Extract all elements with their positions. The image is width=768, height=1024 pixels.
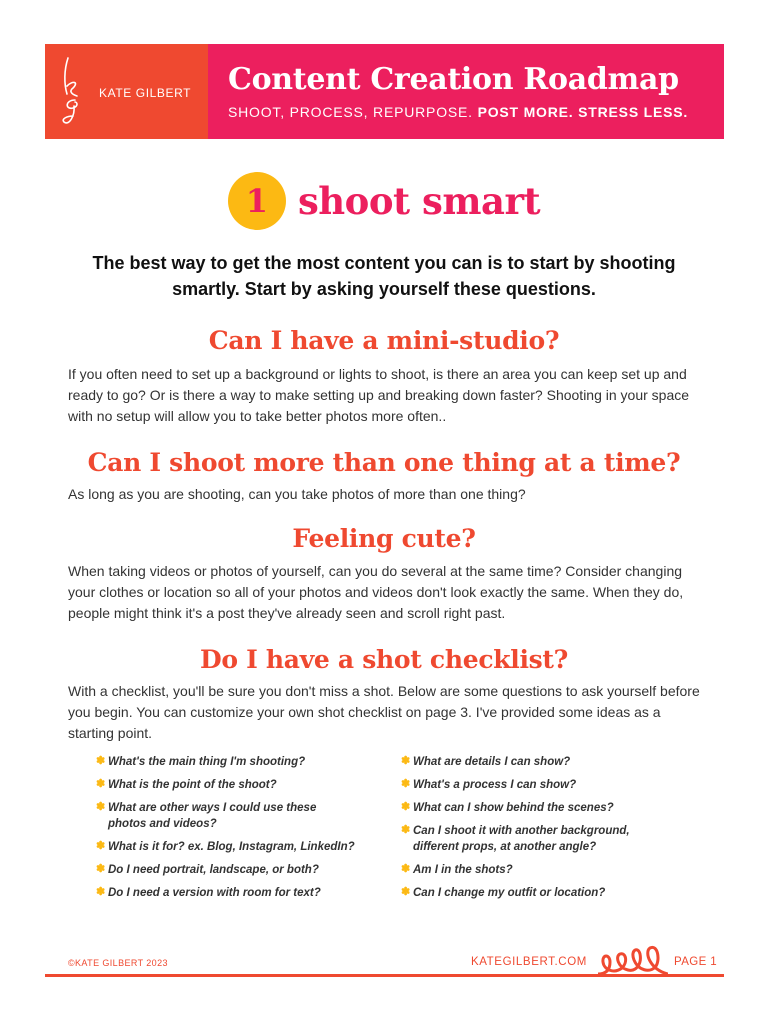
list-item: ✽ What are details I can show? [401, 755, 571, 768]
star-bullet-icon: ✽ [96, 840, 106, 852]
website-link[interactable]: KATEGILBERT.COM [471, 956, 587, 968]
step-heading [0, 172, 768, 230]
title-block [208, 44, 724, 139]
tagline [228, 104, 688, 120]
checklist-left [96, 754, 366, 908]
copyright: ©KATE GILBERT 2023 [68, 958, 168, 968]
footer-divider [45, 974, 724, 977]
star-bullet-icon: ✽ [96, 778, 106, 790]
star-bullet-icon: ✽ [96, 863, 106, 875]
kg-monogram-icon [59, 56, 85, 128]
page-title: Content Creation Roadmap [228, 62, 679, 97]
star-bullet-icon: ✽ [401, 755, 411, 767]
list-item: ✽ What's the main thing I'm shooting? [96, 755, 306, 768]
checklist-right [401, 754, 671, 908]
list-item: ✽ Can I change my outfit or location? [401, 886, 606, 899]
page-number: PAGE 1 [674, 956, 718, 968]
list-item: ✽ What's a process I can show? [401, 778, 577, 791]
list-item: ✽ Can I shoot it with another background, different props, at another angle? [401, 824, 630, 853]
section-body-multiple-things: As long as you are shooting, can you take photos of more than one thing? [68, 486, 526, 502]
intro-text: The best way to get the most content you can is to start by shooting smartly. Start by asking yourself these questions. [92, 253, 676, 299]
logo-block [45, 44, 208, 139]
header-banner [45, 44, 724, 139]
section-body-shot-checklist: With a checklist, you'll be sure you don't miss a shot. Below are some questions to ask yourself before you begin. You can customize your own shot checklist on page 3. I've provided some ideas as a starting point. [68, 683, 700, 741]
star-bullet-icon: ✽ [96, 886, 106, 898]
section-heading-feeling-cute: Feeling cute? [292, 524, 476, 553]
tagline-bold: POST MORE. STRESS LESS. [477, 104, 689, 120]
star-bullet-icon: ✽ [401, 824, 411, 836]
list-item: ✽ Am I in the shots? [401, 863, 513, 876]
star-bullet-icon: ✽ [96, 755, 106, 767]
list-item: ✽ Do I need a version with room for text? [96, 886, 321, 899]
section-body-mini-studio: If you often need to set up a background or lights to shoot, is there an area you can keep set up and ready to go? Or is there a way to make setting up and breaking down faster? Shooting in your space with no setup will allow you to take better photos more often.. [68, 366, 690, 424]
list-item: ✽ What can I show behind the scenes? [401, 801, 614, 814]
list-item: ✽ Do I need portrait, landscape, or both? [96, 863, 319, 876]
section-body-feeling-cute: When taking videos or photos of yourself, can you do several at the same time? Consider changing your clothes or location so all of your photos and videos don't look exactly the same. When they do, people might think it's a post they've already seen and scroll right past. [68, 563, 684, 621]
step-title: shoot smart [297, 179, 541, 223]
list-item: ✽ What is it for? ex. Blog, Instagram, LinkedIn? [96, 840, 355, 853]
star-bullet-icon: ✽ [96, 801, 106, 813]
tagline-plain: SHOOT, PROCESS, REPURPOSE. [228, 104, 473, 120]
brand-name: KATE GILBERT [99, 86, 192, 100]
star-bullet-icon: ✽ [401, 886, 411, 898]
list-item: ✽ What are other ways I could use these photos and videos? [96, 801, 317, 830]
section-heading-mini-studio: Can I have a mini-studio? [208, 326, 560, 355]
star-bullet-icon: ✽ [401, 778, 411, 790]
section-heading-multiple-things: Can I shoot more than one thing at a time? [87, 448, 681, 477]
list-item: ✽ What is the point of the shoot? [96, 778, 277, 791]
step-number-badge: 1 [228, 172, 286, 230]
loops-icon [598, 940, 668, 976]
section-heading-shot-checklist: Do I have a shot checklist? [199, 645, 569, 674]
star-bullet-icon: ✽ [401, 801, 411, 813]
star-bullet-icon: ✽ [401, 863, 411, 875]
